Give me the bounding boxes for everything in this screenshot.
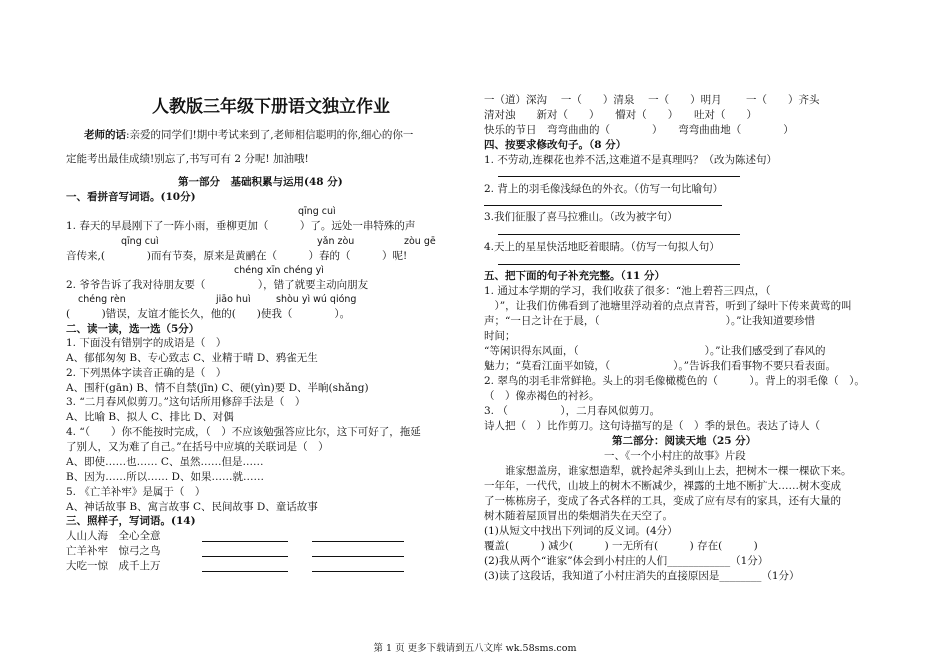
answer-line[interactable] xyxy=(312,556,404,557)
question-line: 4. “（ ）你不能按时完成，（ ）不应该勉强答应比尔，这下可好了，拖延 xyxy=(66,426,421,438)
answer-line[interactable] xyxy=(484,205,722,206)
question-line: 3. “二月春风似剪刀。”这句话所用修辞手法是（ ） xyxy=(66,396,306,408)
text-line: 3. （ ），二月春风似剪刀。 xyxy=(484,405,661,417)
question-line: 1. 下面没有错别字的成语是（ ） xyxy=(66,337,227,349)
question-line: ( )错误，友谊才能长久，他的( )使我（ ）。 xyxy=(66,308,351,320)
text-line: 诗人把（ ）比作剪刀。这句诗描写的是（ ）季的景色。表达了诗人（ xyxy=(484,420,841,432)
passage-line: 了一栋栋房子，变成了各式各样的工具，变成了应有尽有的家具，还有大量的 xyxy=(484,495,841,507)
section1-title: 一、看拼音写词语。(10分) xyxy=(66,191,196,203)
section5-title: 五、把下面的句子补充完整。（11 分） xyxy=(484,270,666,282)
text-line: 声；“一日之计在于晨，（ ）。”让我知道要珍惜 xyxy=(484,315,815,327)
answer-line[interactable] xyxy=(498,234,740,235)
pinyin: qīng cuì xyxy=(298,206,336,217)
answer-line[interactable] xyxy=(202,541,288,542)
example-words: 大吃一惊 成千上万 xyxy=(66,560,161,572)
pinyin: yǎn zòu xyxy=(317,236,355,247)
reading-question: (1)从短文中找出下列词的反义词。(4分） xyxy=(484,525,678,537)
page-title: 人教版三年级下册语文独立作业 xyxy=(152,97,390,117)
text-line: 1. 通过本学期的学习，我们收获了很多：“池上碧苔三四点，（ xyxy=(484,285,823,297)
text-line: 魅力；“莫看江面平如镜，（ ）。”告诉我们看事物不要只看表面。 xyxy=(484,360,836,372)
question-line: 2. 下列黑体字读音正确的是（ ） xyxy=(66,367,227,379)
section4-title: 四、按要求修改句子。（8 分） xyxy=(484,139,627,151)
question-line: 3.我们征服了喜马拉雅山。（改为被字句） xyxy=(484,211,678,223)
pinyin: zòu gē xyxy=(404,236,436,247)
page-footer: 第 1 页 更多下载请到五八文库 wk.58sms.com xyxy=(373,643,577,654)
passage-line: 谁家想盖房，谁家想造犁，就拎起斧头到山上去，把树木一棵一棵砍下来。 xyxy=(484,465,852,477)
part2-title: 第二部分：阅读天地（25 分） xyxy=(612,435,757,447)
pinyin: jiāo huì xyxy=(216,294,251,305)
fill-line: 清对浊 新对（ ） 懵对（ ） 吐对（ ） xyxy=(484,109,757,121)
teacher-note-line-1 xyxy=(84,127,413,143)
question-line: 音传来,( )而有节奏，原来是黄鹂在（ ）春的（ ）呢! xyxy=(66,250,408,262)
text-line: ）”，让我们仿佛看到了池塘里浮动着的点点青苔，听到了绿叶下传来黄莺的叫 xyxy=(484,300,852,312)
question-line: 2. 背上的羽毛像浅绿色的外衣。（仿写一句比喻句） xyxy=(484,183,724,195)
section3-title: 三、照样子，写词语。(14) xyxy=(66,515,196,527)
question-line: 了别人，又为难了自己。”在括号中应填的关联词是（ ） xyxy=(66,441,329,453)
passage-line: 一年年，一代代，山坡上的树木不断减少，裸露的土地不断扩大……树木变成 xyxy=(484,480,841,492)
example-words: 亡羊补牢 惊弓之鸟 xyxy=(66,545,161,557)
question-line: 4.天上的星星快活地眨着眼睛。（仿写一句拟人句） xyxy=(484,241,720,253)
section2-title: 二、读一读，选一选（5分） xyxy=(66,323,200,335)
question-line: 1. 春天的早晨刚下了一阵小雨，垂柳更加（ ）了。远处一串特殊的声 xyxy=(66,220,416,232)
part1-title: 第一部分 基础积累与运用(48 分) xyxy=(178,176,343,188)
answer-line[interactable] xyxy=(498,176,740,177)
text-line: （ ）像赤褐色的衬衫。 xyxy=(484,390,600,402)
passage-line: 树木随着屋顶冒出的柴烟消失在天空了。 xyxy=(484,510,673,522)
reading-question: 覆盖( ) 减少( ) 一无所有( ) 存在( ) xyxy=(484,540,758,552)
pinyin: chéng rèn xyxy=(78,294,126,305)
pinyin: chéng xīn chéng yì xyxy=(234,265,324,276)
question-line: 5. 《亡羊补牢》是属于（ ） xyxy=(66,486,206,498)
answer-line[interactable] xyxy=(312,571,404,572)
teacher-text-1: :亲爱的同学们!期中考试来到了,老师相信聪明的你,细心的你一 xyxy=(126,129,414,141)
options-line: B、因为……所以…… D、如果……就…… xyxy=(66,471,264,483)
passage-title: 一、《一个小村庄的故事》片段 xyxy=(604,450,746,462)
answer-line[interactable] xyxy=(202,571,288,572)
options-line: A、郁郁匆匆 B、专心致志 C、业精于晴 D、鸦雀无生 xyxy=(66,352,318,364)
example-words: 人山人海 全心全意 xyxy=(66,530,161,542)
fill-line: 一（道）深沟 一（ ）清泉 一（ ）明月 一（ ）齐头 xyxy=(484,94,820,106)
answer-line[interactable] xyxy=(202,556,288,557)
options-line: A、比喻 B、拟人 C、排比 D、对偶 xyxy=(66,411,234,423)
options-line: A、神话故事 B、寓言故事 C、民间故事 D、童话故事 xyxy=(66,501,318,513)
pinyin: qīng cuì xyxy=(121,236,159,247)
question-line: 2. 爷爷告诉了我对待朋友要（ ），错了就要主动向朋友 xyxy=(66,279,369,291)
teacher-label: 老师的话 xyxy=(84,129,126,141)
text-line: “等闲识得东风面，（ ）。”让我们感受到了春风的 xyxy=(484,345,826,357)
text-line: 时间； xyxy=(484,330,516,342)
answer-line[interactable] xyxy=(498,264,740,265)
reading-question: (2)我从两个“谁家”体会到小村庄的人们____________（1分） xyxy=(484,555,769,567)
fill-line: 快乐的节日 弯弯曲曲的（ ） 弯弯曲曲地（ ） xyxy=(484,124,794,136)
reading-question: (3)读了这段话，我知道了小村庄消失的直接原因是________（1分） xyxy=(484,570,800,582)
text-line: 2. 翠鸟的羽毛非常鲜艳。头上的羽毛像橄榄色的（ ）。背上的羽毛像（ ）。 xyxy=(484,375,865,387)
answer-line[interactable] xyxy=(312,541,404,542)
pinyin: shòu yì wú qióng xyxy=(276,294,357,305)
options-line: A、即使……也…… C、虽然……但是…… xyxy=(66,456,264,468)
question-line: 1. 不劳动,连稞花也养不活,这难道不是真理吗？（改为陈述句） xyxy=(484,154,778,166)
options-line: A、围秆(gān) B、情不自禁(jīn) C、硬(yìn)要 D、半晌(shǎng) xyxy=(66,382,369,394)
teacher-note-line-2: 定能考出最佳成绩!别忘了,书写可有 2 分呢! 加油哦! xyxy=(66,153,309,165)
